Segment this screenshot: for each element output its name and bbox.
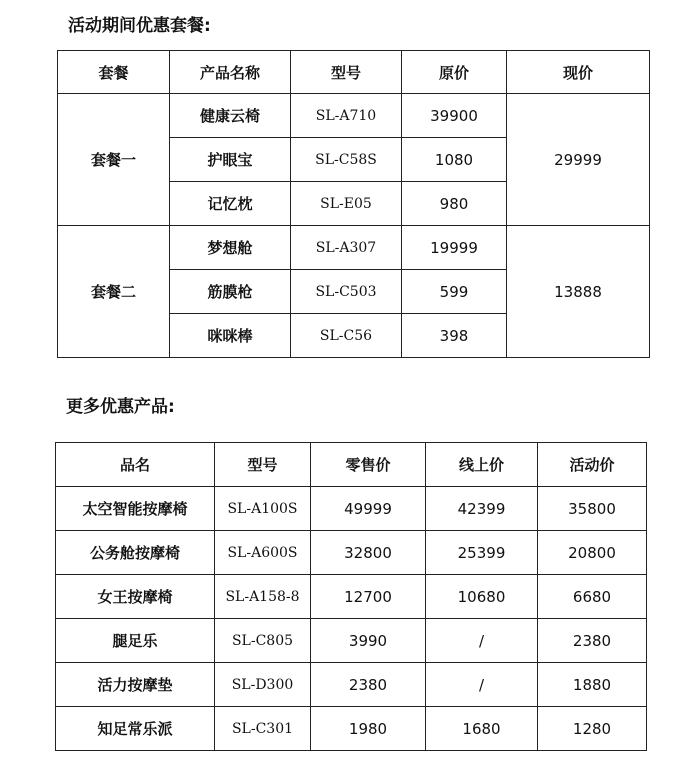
table-row	[56, 487, 647, 531]
promo-price: 6680	[538, 575, 647, 619]
more-products-table	[55, 442, 647, 751]
retail-price: 32800	[311, 531, 426, 575]
table-row	[56, 531, 647, 575]
package-section-title: 活动期间优惠套餐:	[68, 16, 211, 36]
original-price: 1080	[402, 138, 507, 182]
item-name: 腿足乐	[56, 619, 215, 663]
product-model: SL-A710	[291, 94, 402, 138]
original-price: 39900	[402, 94, 507, 138]
header-promo-price: 活动价	[538, 443, 647, 487]
table-row	[56, 619, 647, 663]
more-products-section-title: 更多优惠产品:	[66, 397, 175, 417]
retail-price: 2380	[311, 663, 426, 707]
retail-price: 3990	[311, 619, 426, 663]
product-model: SL-E05	[291, 182, 402, 226]
product-name: 护眼宝	[170, 138, 291, 182]
header-current-price: 现价	[507, 51, 650, 94]
online-price: /	[426, 663, 538, 707]
retail-price: 49999	[311, 487, 426, 531]
item-name: 太空智能按摩椅	[56, 487, 215, 531]
table-row	[58, 94, 650, 138]
online-price: 25399	[426, 531, 538, 575]
package-table-header-row	[58, 51, 650, 94]
more-products-header-row	[56, 443, 647, 487]
item-name: 知足常乐派	[56, 707, 215, 751]
product-model: SL-A307	[291, 226, 402, 270]
header-model: 型号	[215, 443, 311, 487]
header-retail-price: 零售价	[311, 443, 426, 487]
promo-price: 2380	[538, 619, 647, 663]
promo-price: 1880	[538, 663, 647, 707]
current-price: 13888	[507, 226, 650, 358]
table-row	[58, 226, 650, 270]
promo-price: 20800	[538, 531, 647, 575]
item-model: SL-A100S	[215, 487, 311, 531]
product-name: 咪咪棒	[170, 314, 291, 358]
current-price: 29999	[507, 94, 650, 226]
online-price: 42399	[426, 487, 538, 531]
original-price: 398	[402, 314, 507, 358]
table-row	[56, 663, 647, 707]
table-row	[56, 707, 647, 751]
product-model: SL-C56	[291, 314, 402, 358]
item-name: 活力按摩垫	[56, 663, 215, 707]
item-name: 公务舱按摩椅	[56, 531, 215, 575]
item-model: SL-C805	[215, 619, 311, 663]
item-name: 女王按摩椅	[56, 575, 215, 619]
online-price: 10680	[426, 575, 538, 619]
package-name: 套餐一	[58, 94, 170, 226]
product-model: SL-C58S	[291, 138, 402, 182]
item-model: SL-C301	[215, 707, 311, 751]
promo-price: 35800	[538, 487, 647, 531]
promo-price: 1280	[538, 707, 647, 751]
product-name: 梦想舱	[170, 226, 291, 270]
online-price: /	[426, 619, 538, 663]
header-model: 型号	[291, 51, 402, 94]
original-price: 19999	[402, 226, 507, 270]
package-table	[57, 50, 650, 358]
header-online-price: 线上价	[426, 443, 538, 487]
header-product-name: 产品名称	[170, 51, 291, 94]
table-row	[56, 575, 647, 619]
item-model: SL-D300	[215, 663, 311, 707]
item-model: SL-A600S	[215, 531, 311, 575]
retail-price: 12700	[311, 575, 426, 619]
product-name: 健康云椅	[170, 94, 291, 138]
retail-price: 1980	[311, 707, 426, 751]
header-package: 套餐	[58, 51, 170, 94]
header-original-price: 原价	[402, 51, 507, 94]
package-name: 套餐二	[58, 226, 170, 358]
product-name: 筋膜枪	[170, 270, 291, 314]
online-price: 1680	[426, 707, 538, 751]
original-price: 980	[402, 182, 507, 226]
original-price: 599	[402, 270, 507, 314]
product-name: 记忆枕	[170, 182, 291, 226]
product-model: SL-C503	[291, 270, 402, 314]
item-model: SL-A158-8	[215, 575, 311, 619]
header-item-name: 品名	[56, 443, 215, 487]
